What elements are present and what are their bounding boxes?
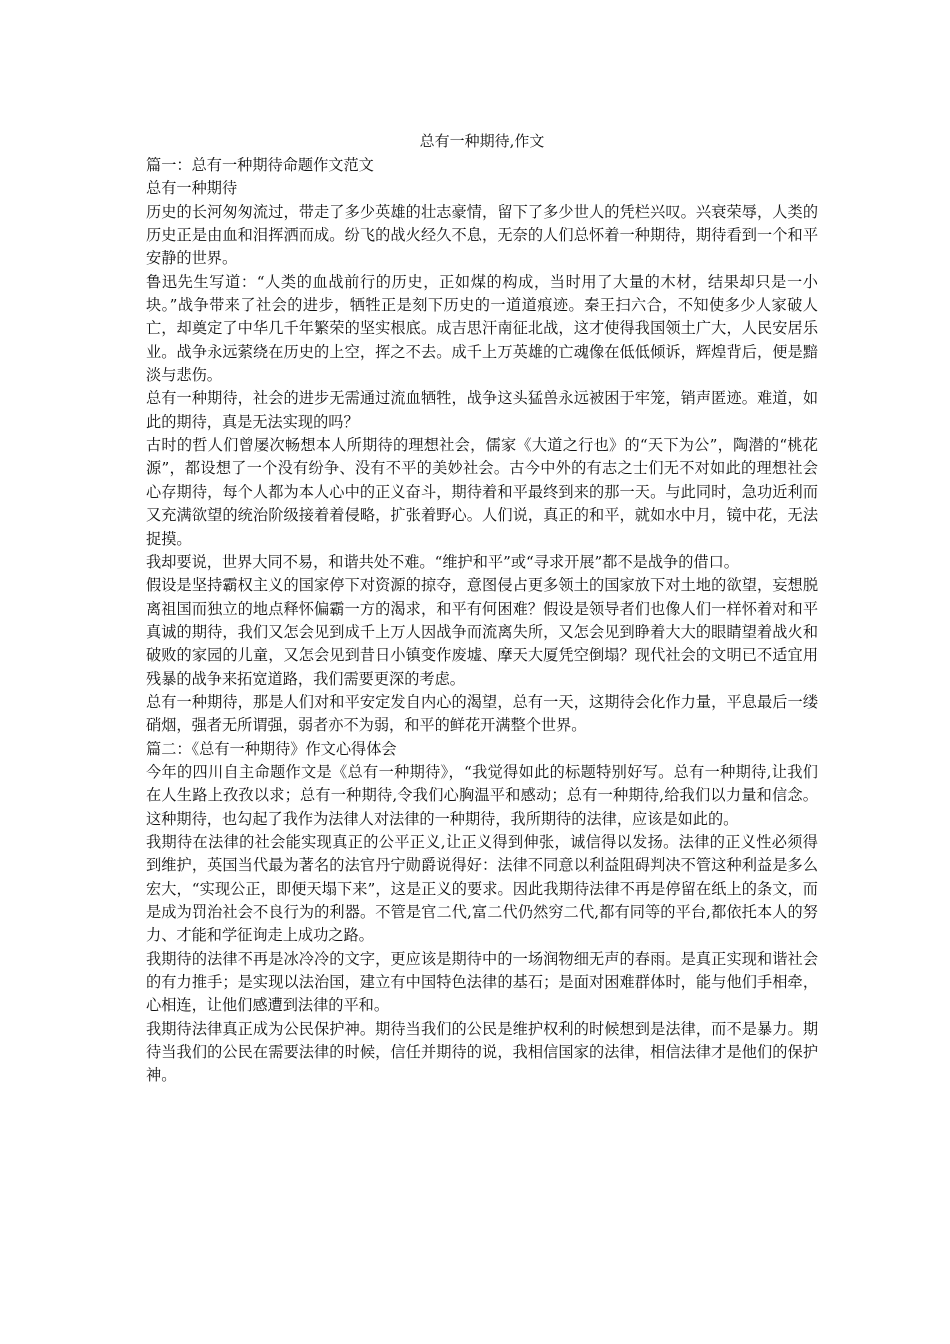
paragraph: 假设是坚持霸权主义的国家停下对资源的掠夺，意图侵占更多领土的国家放下对土地的欲望，妄想脱离祖国而独立的地点释怀偏霸一方的渴求，和平有何困难？假设是领导者们也像人们一样怀着对和平真诚的期待，我们又怎会见到成千上万人因战争而流离失所，又怎会见到睁着大大的眼睛望着战火和破败的家园的儿童，又怎会见到昔日小镇变作废墟、摩天大厦凭空倒塌？现代社会的文明已不适宜用残暴的战争来拓宽道路，我们需要更深的考虑。	[146, 576, 818, 688]
document-page	[146, 129, 818, 1088]
paragraph: 我期待法律真正成为公民保护神。期待当我们的公民是维护权利的时候想到是法律，而不是暴力。期待当我们的公民在需要法律的时候，信任并期待的说，我相信国家的法律，相信法律才是他们的保护神。	[146, 1019, 818, 1085]
paragraph: 总有一种期待，社会的进步无需通过流血牺牲，战争这头猛兽永远被困于牢笼，销声匿迹。难道，如此的期待，真是无法实现的吗？	[146, 389, 818, 431]
paragraph: 我期待的法律不再是冰冷冷的文字，更应该是期待中的一场润物细无声的春雨。是真正实现和谐社会的有力推手；是实现以法治国，建立有中国特色法律的基石；是面对困难群体时，能与他们手相牵，心相连，让他们感遭到法律的平和。	[146, 949, 818, 1015]
paragraph: 我却要说，世界大同不易，和谐共处不难。“维护和平”或“寻求开展”都不是战争的借口。	[146, 552, 739, 571]
paragraph: 历史的长河匆匆流过，带走了多少英雄的壮志豪情，留下了多少世人的凭栏兴叹。兴衰荣辱，人类的历史正是由血和泪挥洒而成。纷飞的战火经久不息，无奈的人们总怀着一种期待，期待看到一个和平安静的世界。	[146, 202, 818, 268]
document-body	[146, 154, 818, 1088]
paragraph: 古时的哲人们曾屡次畅想本人所期待的理想社会，儒家《大道之行也》的“天下为公”，陶潜的“桃花源”，都设想了一个没有纷争、没有不平的美妙社会。古今中外的有志之士们无不对如此的理想社会心存期待，每个人都为本人心中的正义奋斗，期待着和平最终到来的那一天。与此同时，急功近利而又充满欲望的统治阶级接着着侵略，扩张着野心。人们说，真正的和平，就如水中月，镜中花，无法捉摸。	[146, 436, 818, 548]
paragraph: 鲁迅先生写道：“人类的血战前行的历史，正如煤的构成，当时用了大量的木材，结果却只是一小块。”战争带来了社会的进步，牺牲正是刻下历史的一道道痕迹。秦王扫六合，不知使多少人家破人亡，却奠定了中华几千年繁荣的坚实根底。成吉思汗南征北战，这才使得我国领土广大，人民安居乐业。战争永远萦绕在历史的上空，挥之不去。成千上万英雄的亡魂像在低低倾诉，辉煌背后，便是黯淡与悲伤。	[146, 272, 818, 385]
paragraph: 总有一种期待，那是人们对和平安定发自内心的渴望，总有一天，这期待会化作力量，平息最后一缕硝烟，强者无所谓强，弱者亦不为弱，和平的鲜花开满整个世界。	[146, 692, 818, 735]
document-title: 总有一种期待,作文	[419, 132, 545, 150]
paragraph: 今年的四川自主命题作文是《总有一种期待》，“我觉得如此的标题特别好写。总有一种期待,让我们在人生路上孜孜以求；总有一种期待,令我们心胸温平和感动；总有一种期待,给我们以力量和信念。这种期待，也勾起了我作为法律人对法律的一种期待，我所期待的法律，应该是如此的。	[146, 762, 818, 828]
paragraph: 我期待在法律的社会能实现真正的公平正义,让正义得到伸张，诚信得以发扬。法律的正义性必须得到维护，英国当代最为著名的法官丹宁勋爵说得好：法律不同意以利益阻碍判决不管这种利益是多么宏大，“实现公正，即便天塌下来”，这是正义的要求。因此我期待法律不再是停留在纸上的条文，而是成为罚治社会不良行为的利器。不管是官二代,富二代仍然穷二代,都有同等的平台,都依托本人的努力、才能和学征询走上成功之路。	[146, 832, 818, 945]
section-heading: 篇一：总有一种期待命题作文范文	[146, 156, 374, 174]
section-heading: 总有一种期待	[146, 179, 238, 198]
section-heading: 篇二：《总有一种期待》作文心得体会	[146, 739, 397, 758]
